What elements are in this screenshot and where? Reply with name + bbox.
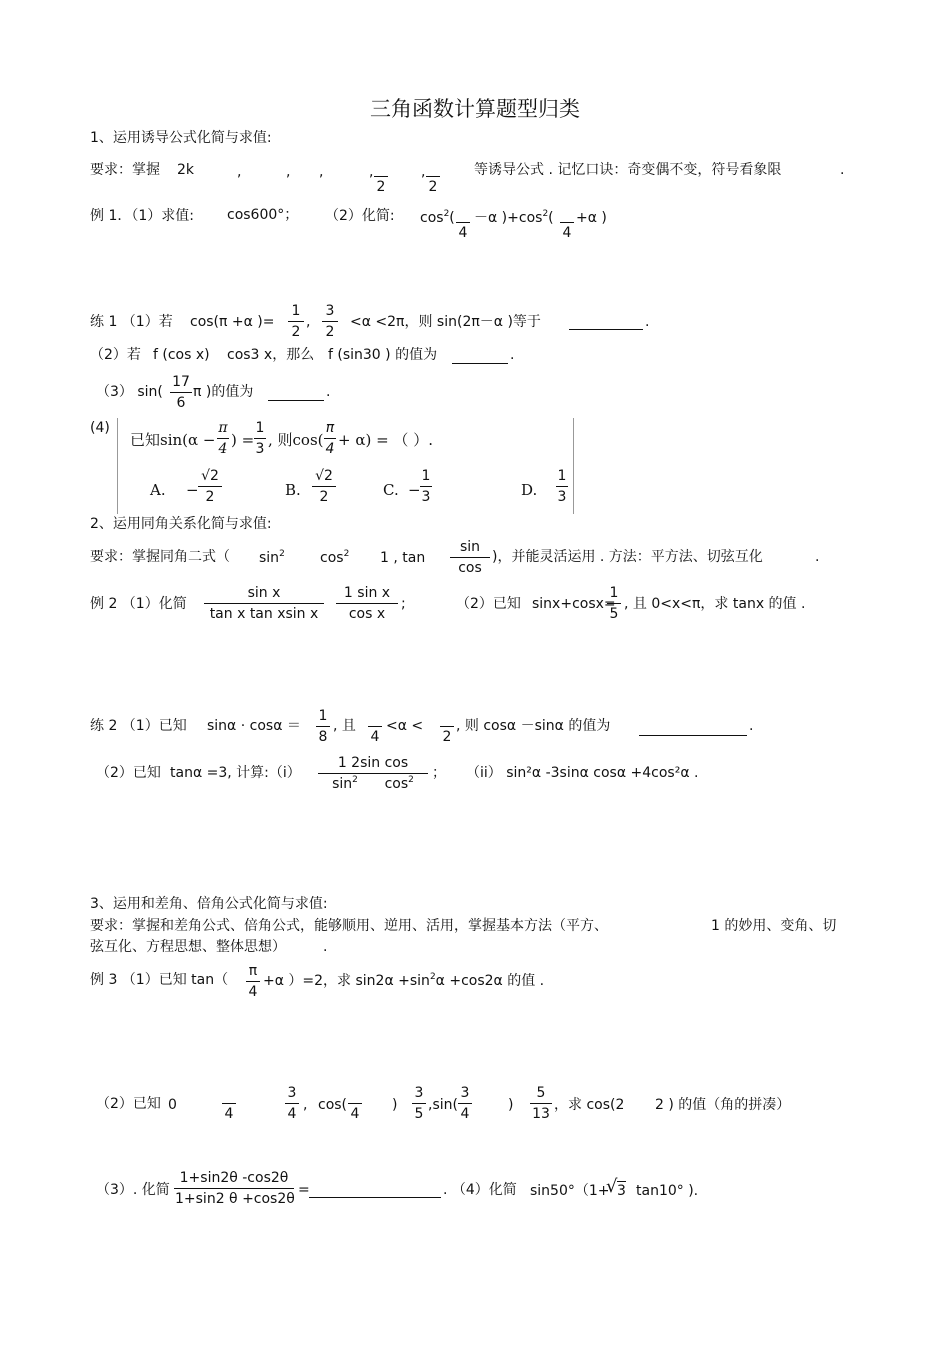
section-2-heading: 2、运用同角关系化简与求值: — [90, 516, 272, 532]
cos-term: $\cos^2$( — [420, 209, 455, 226]
example-1-simplify: （2）化简: — [325, 208, 395, 224]
requirement-text: 要求：掌握和差角公式、倍角公式，能够顺用、逆用、活用，掌握基本方法（平方、 — [90, 918, 608, 934]
section-3-heading: 3、运用和差角、倍角公式化简与求值: — [90, 896, 328, 912]
comma: , — [237, 164, 242, 180]
fraction-3-4: 3 4 — [285, 1085, 299, 1122]
cos-term: －α )$+\cos^2$( — [474, 209, 554, 226]
comma: , — [369, 164, 374, 180]
option-d-label[interactable]: D. — [521, 481, 538, 499]
comma: , — [286, 164, 291, 180]
tan10-expression: tan10° ). — [636, 1183, 699, 1199]
fraction-17-6: 17 6 — [170, 374, 192, 411]
fraction-pi-4: π 4 — [246, 963, 260, 1000]
sin-cos-product: sinα · cosα ＝ — [207, 718, 301, 734]
requirement-text: 要求：掌握 — [90, 162, 160, 178]
fraction-over-2: 2 — [374, 158, 388, 195]
example-1-value: cos600°； — [227, 207, 299, 223]
answer-blank[interactable] — [309, 1196, 441, 1198]
fraction-pi-4: π 4 — [218, 420, 228, 457]
cos-term-end: +α ) — [576, 210, 607, 226]
requirement-text: 要求：掌握同角二式（ — [90, 549, 230, 565]
sinx-cosx: sinx+cosx= — [532, 596, 616, 612]
fraction-over-4: 4 — [368, 708, 382, 745]
fraction-over-4: 4 — [456, 204, 470, 241]
question-3-2-label: （2）已知 — [96, 1096, 161, 1112]
page-title: 三角函数计算题型归类 — [370, 97, 580, 121]
sqrt-radicand: 3 — [617, 1183, 626, 1199]
fraction-simplify-3: 1+sin2θ -cos2θ 1+sin2 θ +cos2θ — [175, 1170, 295, 1207]
fraction-over-4: 4 — [222, 1085, 236, 1122]
cos3x: cos3 x，那么 — [227, 347, 315, 363]
tan-given: tanα =3, 计算:（i） — [170, 765, 301, 781]
example-2-given: （2）已知 — [456, 596, 521, 612]
question-3-2-note: 2 ) 的值（角的拼凑） — [655, 1097, 791, 1113]
practice-1-range: <α <2π，则 sin(2π－α )等于 — [350, 314, 541, 330]
requirement-text: 等诱导公式 . 记忆口诀：奇变偶不变，符号看象限 — [474, 162, 782, 178]
option-b-value: √2 2 — [312, 468, 336, 505]
example-3-task: +α ）=2，求 $\sin 2\alpha +\sin^2\alpha +\cos 2\alpha$ 的值 . — [263, 972, 545, 989]
example-3-label: 例 3 （1）已知 tan（ — [90, 972, 229, 988]
practice-1-3-label: （3） sin( — [96, 384, 163, 400]
option-c-label[interactable]: C. — [383, 481, 399, 499]
practice-2-task: , 则 cosα －sinα 的值为 — [456, 718, 611, 734]
fraction-simplify-1: sin x tan x tan xsin x — [204, 585, 324, 622]
f-sin30: f (sin30 ) 的值为 — [328, 347, 438, 363]
requirement-text-2: )，并能灵活运用 . 方法：平方法、切弦互化 — [492, 549, 763, 565]
comma: , — [421, 164, 426, 180]
option-b-label[interactable]: B. — [285, 481, 301, 499]
example-1-label: 例 1．（1）求值: — [90, 208, 194, 224]
answer-blank[interactable] — [639, 734, 747, 736]
fraction-1-5: 1 5 — [607, 585, 621, 622]
example-2-task: , 且 0<x<π，求 tanx 的值 . — [624, 596, 806, 612]
option-c-value: 1 3 — [421, 468, 431, 505]
option-a-label[interactable]: A. — [150, 481, 166, 499]
requirement-text-2: 1 的妙用、变角、切 — [711, 918, 837, 934]
fraction-over-4: 4 — [348, 1085, 362, 1122]
fraction-over-4: 4 — [560, 204, 574, 241]
fraction-sin-cos: sin cos — [450, 539, 490, 576]
answer-blank[interactable] — [268, 399, 324, 401]
question-3-4-label: . （4）化简 — [443, 1182, 517, 1198]
practice-2-label: 练 2 （1）已知 — [90, 718, 187, 734]
comma: , — [319, 164, 324, 180]
multiple-choice-question-image: 已知sin(α − π 4 ) = 1 3 , 则cos( π 4 + α) = （ ）. A. − √2 2 B. √2 2 C. − 1 3 D. 1 3 — [117, 418, 574, 514]
function-f-cos: f (cos x) — [153, 347, 210, 363]
identity-text: 1 , tan — [380, 550, 426, 566]
fraction-1-3: 1 3 — [255, 420, 265, 457]
fraction-1-8: 1 8 — [316, 708, 330, 745]
practice-1-3-text: π )的值为 — [193, 384, 254, 400]
fraction-pi-4: π 4 — [325, 420, 335, 457]
fraction-simplify-2: 1 sin x cos x — [336, 585, 398, 622]
question-text: 已知sin(α − — [130, 431, 216, 449]
practice-1-2-label: （2）若 — [90, 347, 141, 363]
fraction-3-4: 3 4 — [458, 1085, 472, 1122]
practice-1-cos: cos(π +α )= — [190, 314, 275, 330]
fraction-over-2: 2 — [426, 158, 440, 195]
sqrt-icon: √ — [606, 1176, 618, 1197]
practice-2-2-label: （2）已知 — [96, 765, 161, 781]
example-2-label: 例 2 （1）化简 — [90, 596, 187, 612]
fraction-3-2: 3 2 — [322, 303, 338, 340]
question-3-3-label: （3）. 化简 — [96, 1182, 170, 1198]
cos-squared: $\cos^2$ — [320, 549, 350, 566]
practice-1-label: 练 1 （1）若 — [90, 314, 173, 330]
term-2k: 2k — [177, 162, 195, 178]
option-a-value: √2 2 — [198, 468, 222, 505]
sin50-expression: sin50°（1+ — [530, 1183, 610, 1199]
requirement-text-3: 弦互化、方程思想、整体思想） — [90, 939, 286, 955]
fraction-over-2: 2 — [440, 708, 454, 745]
fraction-part-i: 1 2sin cos $\sin^2$ $\cos^2$ — [318, 755, 428, 792]
fraction-5-13: 5 13 — [530, 1085, 552, 1122]
section-1-heading: 1、运用诱导公式化简与求值: — [90, 130, 272, 146]
part-ii-expression: （ii） sin²α -3sinα cosα +4cos²α . — [466, 765, 699, 781]
option-d-value: 1 3 — [557, 468, 567, 505]
answer-blank[interactable] — [569, 328, 643, 330]
answer-blank[interactable] — [452, 362, 508, 364]
fraction-3-5: 3 5 — [412, 1085, 426, 1122]
sin-squared: $\sin^2$ — [259, 549, 285, 566]
fraction-1-2: 1 2 — [288, 303, 304, 340]
item-4-label: (4) — [90, 420, 110, 436]
question-3-2-task: ，求 cos(2 — [554, 1097, 625, 1113]
